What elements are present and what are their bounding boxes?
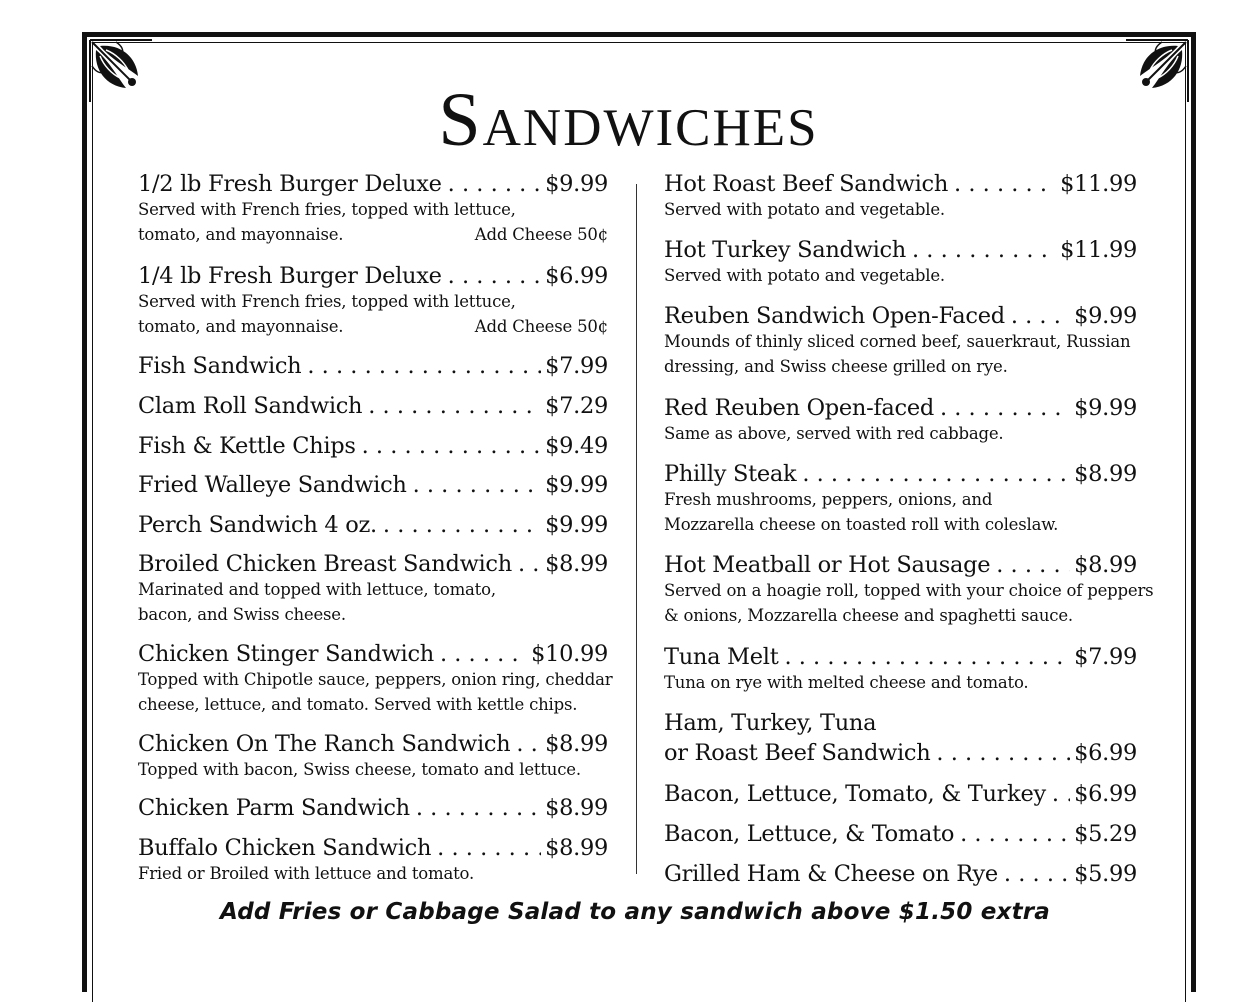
item-price: $6.99 [545, 263, 608, 289]
item-name: Bacon, Lettuce, & Tomato [664, 821, 955, 847]
item-price: $10.99 [531, 641, 608, 667]
add-cheese-note: Add Cheese 50¢ [474, 317, 608, 336]
item-price: $5.29 [1074, 821, 1137, 847]
item-price: $7.99 [1074, 644, 1137, 670]
item-description: Fried or Broiled with lettuce and tomato. [138, 864, 475, 883]
item-price: $6.99 [1074, 740, 1137, 766]
item-description: Served with French fries, topped with lettuce, [138, 292, 516, 311]
item-name: Grilled Ham & Cheese on Rye [664, 861, 998, 887]
item-name: Tuna Melt [664, 644, 779, 670]
item-description: Tuna on rye with melted cheese and tomato. [664, 673, 1029, 692]
item-price: $9.99 [545, 512, 608, 538]
menu-item [138, 171, 608, 247]
item-name: Philly Steak [664, 461, 797, 487]
menu-item [664, 395, 1137, 446]
item-name: Chicken Parm Sandwich [138, 795, 410, 821]
add-cheese-note: Add Cheese 50¢ [474, 225, 608, 244]
item-name: Hot Meatball or Hot Sausage [664, 552, 991, 578]
item-description: Mozzarella cheese on toasted roll with coleslaw. [664, 515, 1059, 534]
menu-item [664, 821, 1137, 847]
menu-item [138, 551, 608, 627]
item-name: Red Reuben Open-faced [664, 395, 934, 421]
item-price: $9.99 [545, 472, 608, 498]
item-price: $7.29 [545, 393, 608, 419]
menu-item [138, 263, 608, 339]
item-name: Chicken Stinger Sandwich [138, 641, 434, 667]
item-description: bacon, and Swiss cheese. [138, 605, 346, 624]
menu-item [664, 171, 1137, 222]
item-price: $8.99 [545, 835, 608, 861]
item-name: Fried Walleye Sandwich [138, 472, 407, 498]
item-name: Buffalo Chicken Sandwich [138, 835, 432, 861]
item-price: $7.99 [545, 353, 608, 379]
item-name: 1/4 lb Fresh Burger Deluxe [138, 263, 442, 289]
item-price: $8.99 [1074, 461, 1137, 487]
menu-item [664, 552, 1154, 628]
item-name: or Roast Beef Sandwich [664, 740, 931, 766]
item-description: tomato, and mayonnaise. [138, 317, 344, 336]
item-description: Same as above, served with red cabbage. [664, 424, 1004, 443]
item-price: $9.99 [1074, 303, 1137, 329]
item-price: $5.99 [1074, 861, 1137, 887]
item-price: $9.99 [1074, 395, 1137, 421]
item-description: dressing, and Swiss cheese grilled on rye. [664, 357, 1008, 376]
item-price: $11.99 [1060, 171, 1137, 197]
item-description: Marinated and topped with lettuce, tomato, [138, 580, 496, 599]
item-description: Served on a hoagie roll, topped with your choice of peppers [664, 581, 1154, 600]
item-name: Reuben Sandwich Open-Faced [664, 303, 1005, 329]
menu-item [664, 861, 1137, 887]
item-price: $9.99 [545, 171, 608, 197]
item-price: $8.99 [545, 731, 608, 757]
menu-item [138, 731, 608, 782]
menu-item [138, 835, 608, 886]
item-description: Mounds of thinly sliced corned beef, sauerkraut, Russian [664, 332, 1131, 351]
item-name: Fish & Kettle Chips [138, 433, 356, 459]
menu-item [138, 795, 608, 821]
menu-item [138, 641, 613, 717]
item-name: Fish Sandwich [138, 353, 302, 379]
item-name: Chicken On The Ranch Sandwich [138, 731, 511, 757]
column-divider [636, 184, 637, 874]
item-price: $8.99 [545, 795, 608, 821]
footer-note: Add Fries or Cabbage Salad to any sandwich above $1.50 extra [219, 899, 1051, 925]
item-description: Topped with Chipotle sauce, peppers, onion ring, cheddar [138, 670, 613, 689]
page-title: Sandwiches [438, 78, 819, 162]
menu-item [138, 512, 608, 538]
item-name: Clam Roll Sandwich [138, 393, 363, 419]
item-name: Bacon, Lettuce, Tomato, & Turkey [664, 781, 1046, 807]
item-description: tomato, and mayonnaise. [138, 225, 344, 244]
menu-item [138, 472, 608, 498]
item-description: Fresh mushrooms, peppers, onions, and [664, 490, 993, 509]
menu-item [664, 237, 1137, 288]
item-price: $8.99 [545, 551, 608, 577]
item-name: Perch Sandwich 4 oz. [138, 512, 377, 538]
item-description: Served with potato and vegetable. [664, 200, 945, 219]
item-description: Topped with bacon, Swiss cheese, tomato and lettuce. [138, 760, 581, 779]
item-price: $11.99 [1060, 237, 1137, 263]
menu-item [664, 461, 1137, 537]
menu-item [664, 781, 1137, 807]
item-description: cheese, lettuce, and tomato. Served with kettle chips. [138, 695, 578, 714]
menu-item [664, 644, 1137, 695]
item-price: $6.99 [1074, 781, 1137, 807]
item-name: 1/2 lb Fresh Burger Deluxe [138, 171, 442, 197]
menu-item [138, 393, 608, 419]
menu-item [138, 353, 608, 379]
item-price: $8.99 [1074, 552, 1137, 578]
menu-item [664, 710, 1137, 766]
item-name: Hot Roast Beef Sandwich [664, 171, 949, 197]
item-name: Broiled Chicken Breast Sandwich [138, 551, 512, 577]
menu-item [138, 433, 608, 459]
item-name: Hot Turkey Sandwich [664, 237, 906, 263]
menu-item [664, 303, 1137, 379]
item-description: Served with French fries, topped with lettuce, [138, 200, 516, 219]
item-name-prefix: Ham, Turkey, Tuna [664, 710, 877, 736]
item-description: Served with potato and vegetable. [664, 266, 945, 285]
item-price: $9.49 [545, 433, 608, 459]
item-description: & onions, Mozzarella cheese and spaghetti sauce. [664, 606, 1073, 625]
